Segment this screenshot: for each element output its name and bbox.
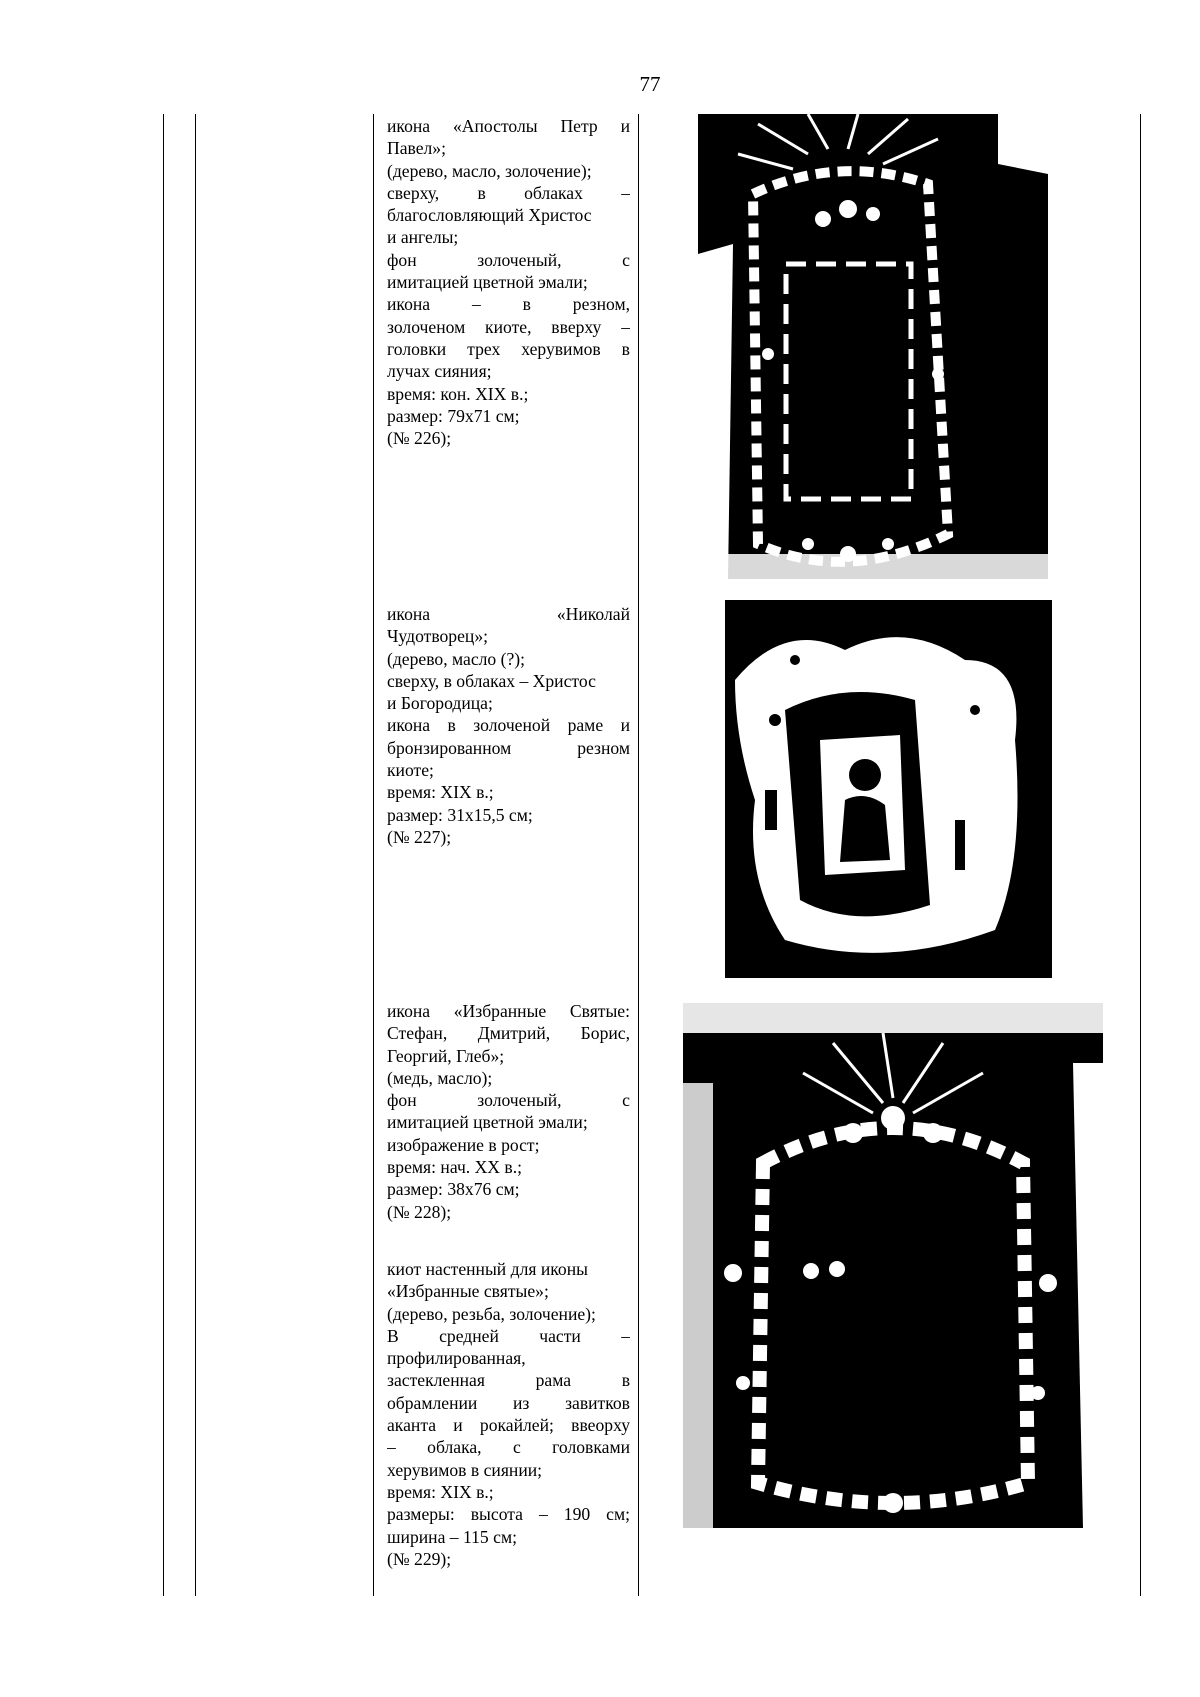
icon-in-bronzed-kiot-photo [725, 600, 1052, 978]
entry-line: икона «Избранные Святые: [387, 1001, 630, 1021]
table-rule [163, 114, 164, 1596]
entry-line: «Избранные святые»; [387, 1281, 549, 1302]
entry-line: аканта и рокайлей; ввеорху [387, 1415, 630, 1436]
entry-line: и ангелы; [387, 227, 459, 248]
entry-line: имитацией цветной эмали; [387, 272, 588, 293]
entry-line: (№ 228); [387, 1201, 452, 1222]
entry-line: икона – в резном, [387, 294, 630, 315]
entry-line: сверху, в облаках – [387, 182, 630, 203]
icon-in-carved-kiot-photo [698, 114, 1082, 579]
entry-line: Стефан, Дмитрий, Борис, [387, 1023, 630, 1044]
entry-line: бронзированном резном [387, 737, 630, 758]
catalog-entry-228 [387, 1000, 630, 1223]
entry-line: изображение в рост; [387, 1134, 540, 1155]
entry-line: благословляющий Христос [387, 205, 592, 226]
entry-line: и Богородица; [387, 693, 493, 714]
entry-line: время: нач. XX в.; [387, 1157, 522, 1178]
entry-line: (№ 227); [387, 826, 452, 847]
entry-line: В средней части – [387, 1325, 630, 1346]
table-rule [638, 114, 639, 1596]
entry-line: (дерево, резьба, золочение); [387, 1303, 596, 1324]
entry-line: сверху, в облаках – Христос [387, 670, 596, 691]
entry-line: киот настенный для иконы [387, 1259, 588, 1279]
catalog-entry-229 [387, 1258, 630, 1570]
entry-line: Георгий, Глеб»; [387, 1045, 505, 1066]
entry-line: (дерево, масло, золочение); [387, 160, 592, 181]
entry-line: обрамлении из завитков [387, 1392, 630, 1413]
entry-line: (№ 229); [387, 1548, 452, 1569]
catalog-entry-227 [387, 603, 630, 848]
entry-line: имитацией цветной эмали; [387, 1112, 588, 1133]
page-number: 77 [639, 72, 661, 96]
entry-line: икона в золоченой раме и [387, 715, 630, 736]
entry-line: застекленная рама в [387, 1370, 630, 1391]
entry-line: Чудотворец»; [387, 626, 489, 647]
entry-line: головки трех херувимов в [387, 338, 630, 359]
entry-line: херувимов в сиянии; [387, 1459, 543, 1480]
entry-line: время: XIX в.; [387, 1481, 494, 1502]
entry-line: ширина – 115 см; [387, 1526, 517, 1547]
entry-line: Павел»; [387, 138, 446, 159]
entry-line: лучах сияния; [387, 361, 492, 382]
entry-line: икона «Апостолы Петр и [387, 116, 630, 136]
wall-kiot-photo [683, 1003, 1103, 1528]
entry-line: киоте; [387, 760, 434, 781]
entry-line: (№ 226); [387, 428, 452, 449]
entry-line: золоченом киоте, вверху – [387, 316, 630, 337]
entry-line: фон золоченый, с [387, 1090, 630, 1111]
entry-line: размер: 79х71 см; [387, 405, 520, 426]
entry-line: (медь, масло); [387, 1067, 493, 1088]
entry-line: время: кон. XIX в.; [387, 383, 529, 404]
entry-line: время: XIX в.; [387, 782, 494, 803]
table-rule [1140, 114, 1141, 1596]
entry-line: размеры: высота – 190 см; [387, 1504, 630, 1525]
entry-line: (дерево, масло (?); [387, 648, 526, 669]
entry-line: профилированная, [387, 1348, 526, 1369]
catalog-entry-226 [387, 115, 630, 449]
entry-line: фон золоченый, с [387, 249, 630, 270]
entry-line: – облака, с головками [387, 1437, 630, 1458]
entry-line: размер: 38х76 см; [387, 1179, 520, 1200]
table-rule [195, 114, 196, 1596]
entry-line: икона «Николай [387, 604, 630, 624]
table-rule [373, 114, 374, 1596]
entry-line: размер: 31х15,5 см; [387, 804, 533, 825]
